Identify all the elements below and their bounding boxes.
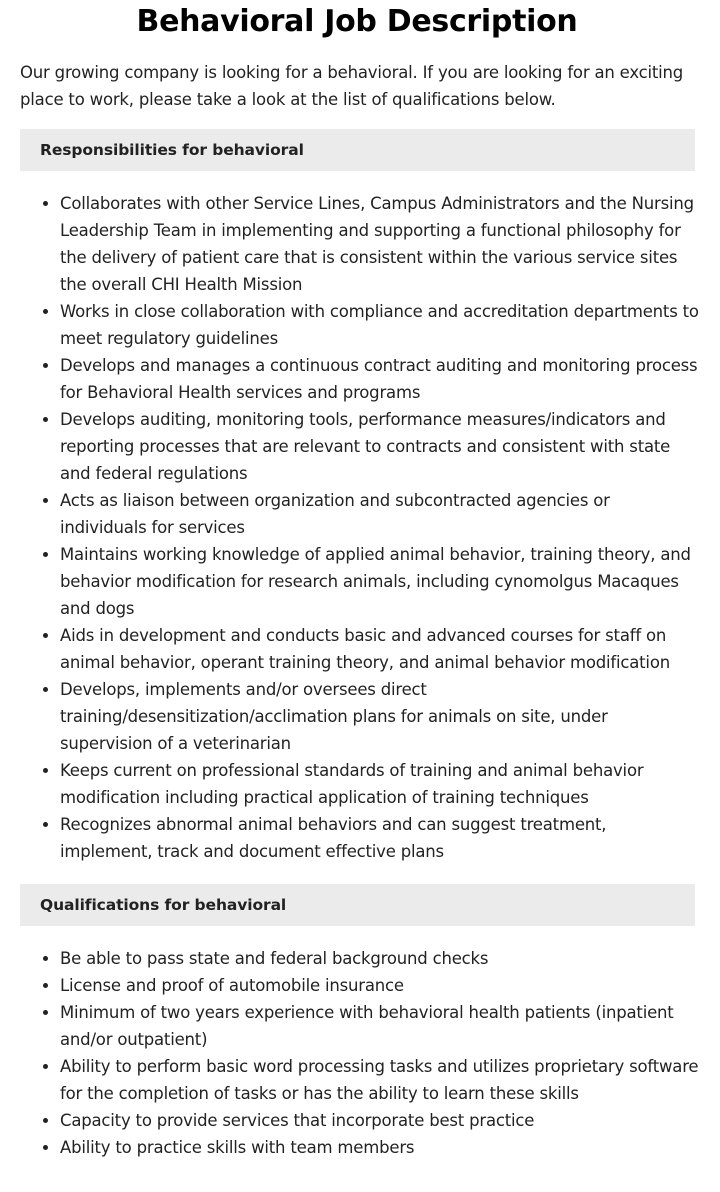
list-item: • Works in close collaboration with compliance and accreditation departments to meet regulatory guidelines <box>60 298 700 352</box>
list-item: • Minimum of two years experience with behavioral health patients (inpatient and/or outpatient) <box>60 999 700 1053</box>
intro-paragraph: Our growing company is looking for a behavioral. If you are looking for an exciting place to work, please take a look at the list of qualifications below. <box>20 63 684 109</box>
list-item: • Aids in development and conducts basic and advanced courses for staff on animal behavior, operant training theory, and animal behavior modification <box>60 622 700 676</box>
list-item: • Recognizes abnormal animal behaviors and can suggest treatment, implement, track and document effective plans <box>60 811 700 865</box>
list-item: • Collaborates with other Service Lines, Campus Administrators and the Nursing Leadership Team in implementing and supporting a functional philosophy for the delivery of patient care that is consistent within the various service sites the overall CHI Health Mission <box>60 190 700 298</box>
list-item: • Develops, implements and/or oversees direct training/desensitization/acclimation plans for animals on site, under supervision of a veterinarian <box>60 676 700 757</box>
list-item: • Acts as liaison between organization and subcontracted agencies or individuals for services <box>60 487 700 541</box>
list-item: • Develops and manages a continuous contract auditing and monitoring process for Behavioral Health services and programs <box>60 352 700 406</box>
list-item: • License and proof of automobile insurance <box>60 972 700 999</box>
list-item: • Develops auditing, monitoring tools, performance measures/indicators and reporting processes that are relevant to contracts and consistent with state and federal regulations <box>60 406 700 487</box>
responsibilities-list <box>20 190 700 865</box>
page-title: Behavioral Job Description <box>136 4 578 39</box>
list-item: • Keeps current on professional standards of training and animal behavior modification including practical application of training techniques <box>60 757 700 811</box>
qualifications-list <box>20 945 700 1161</box>
responsibilities-heading: Responsibilities for behavioral <box>20 129 695 171</box>
qualifications-heading: Qualifications for behavioral <box>20 884 695 926</box>
list-item: • Ability to perform basic word processing tasks and utilizes proprietary software for the completion of tasks or has the ability to learn these skills <box>60 1053 700 1107</box>
list-item: • Maintains working knowledge of applied animal behavior, training theory, and behavior modification for research animals, including cynomolgus Macaques and dogs <box>60 541 700 622</box>
list-item: • Capacity to provide services that incorporate best practice <box>60 1107 700 1134</box>
list-item: • Ability to practice skills with team members <box>60 1134 700 1161</box>
list-item: • Be able to pass state and federal background checks <box>60 945 700 972</box>
